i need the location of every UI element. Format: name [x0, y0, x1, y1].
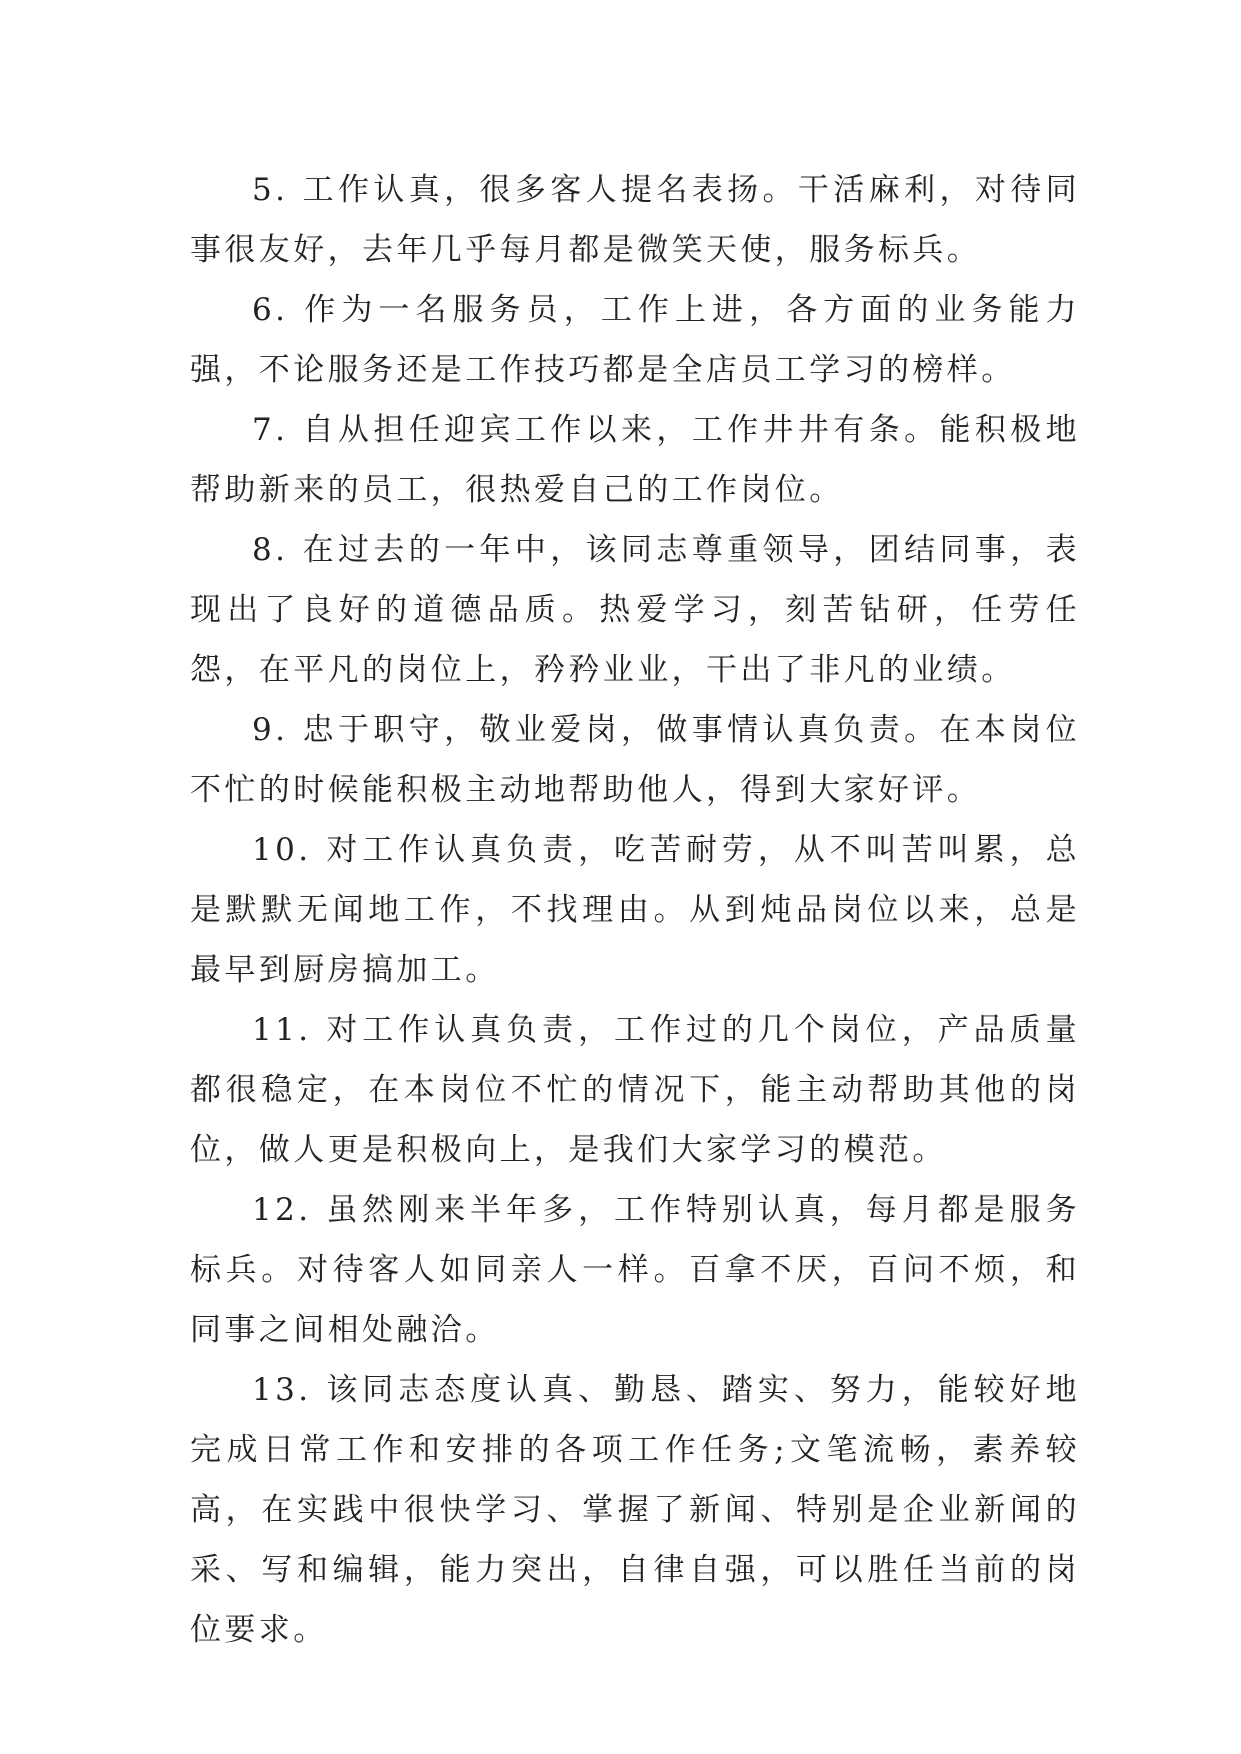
paragraph-10: 10. 对工作认真负责，吃苦耐劳，从不叫苦叫累，总是默默无闻地工作，不找理由。从到炖品岗位以来，总是最早到厨房搞加工。 — [190, 832, 1080, 988]
paragraph-7: 7. 自从担任迎宾工作以来，工作井井有条。能积极地帮助新来的员工，很热爱自己的工作岗位。 — [190, 412, 1080, 508]
paragraph-8: 8. 在过去的一年中，该同志尊重领导，团结同事，表现出了良好的道德品质。热爱学习，刻苦钻研，任劳任怨，在平凡的岗位上，矜矜业业，干出了非凡的业绩。 — [190, 532, 1080, 688]
paragraph-13: 13. 该同志态度认真、勤恳、踏实、努力，能较好地完成日常工作和安排的各项工作任务;文笔流畅，素养较高，在实践中很快学习、掌握了新闻、特别是企业新闻的采、写和编辑，能力突出，自律自强，可以胜任当前的岗位要求。 — [190, 1372, 1080, 1648]
document-body — [190, 160, 1080, 1660]
paragraph-6: 6. 作为一名服务员，工作上进，各方面的业务能力强，不论服务还是工作技巧都是全店员工学习的榜样。 — [190, 292, 1080, 388]
paragraph-9: 9. 忠于职守，敬业爱岗，做事情认真负责。在本岗位不忙的时候能积极主动地帮助他人，得到大家好评。 — [190, 712, 1080, 808]
paragraph-12: 12. 虽然刚来半年多，工作特别认真，每月都是服务标兵。对待客人如同亲人一样。百拿不厌，百问不烦，和同事之间相处融洽。 — [190, 1192, 1080, 1348]
paragraph-5: 5. 工作认真，很多客人提名表扬。干活麻利，对待同事很友好，去年几乎每月都是微笑天使，服务标兵。 — [190, 172, 1080, 268]
paragraph-11: 11. 对工作认真负责，工作过的几个岗位，产品质量都很稳定，在本岗位不忙的情况下，能主动帮助其他的岗位，做人更是积极向上，是我们大家学习的模范。 — [190, 1012, 1080, 1168]
